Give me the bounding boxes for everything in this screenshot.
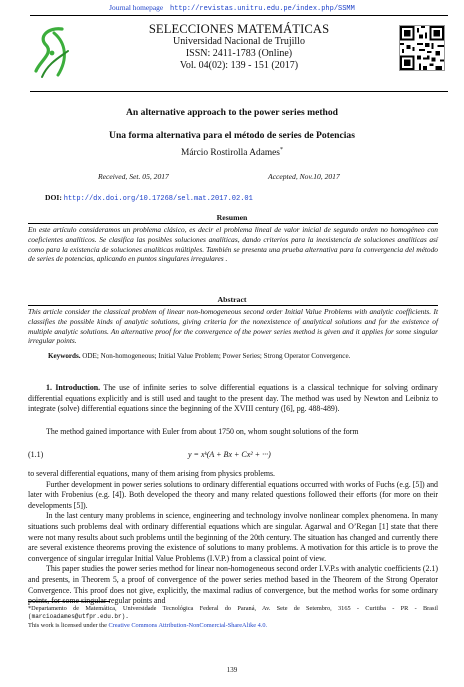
resumen-rule [28,223,438,224]
keywords-line [48,352,438,360]
journal-homepage-label[interactable]: Journal homepage [109,3,164,12]
footnote-affiliation: *Departamento de Matemática, Universidade Tecnológica Federal do Paraná, Av. Sete de Setembro, 3165 - Curitiba - PR - Brasil [28,605,438,612]
article-subtitle: Una forma alternativa para el método de series de Potencias [109,130,355,141]
author-line [0,147,464,158]
intro-p3-text: to several differential equations, many of them arising from physics problems. [28,469,276,478]
keywords-list: ODE; Non-homogeneous; Initial Value Problem; Power Series; Strong Operator Convergence. [82,352,351,360]
section-title-introduction: 1. Introduction. [46,383,101,392]
footnote-email[interactable]: (marcioadames@utfpr.edu.br). [28,613,129,621]
intro-paragraphs-rest [28,469,438,607]
abstract-heading: Abstract [217,295,247,304]
volume-info: Vol. 04(02): 139 - 151 (2017) [179,60,299,71]
author-footnote-mark[interactable]: * [279,147,283,153]
abstract-rule [28,305,438,306]
intro-paragraph-1 [28,383,438,415]
journal-homepage-url[interactable]: http://revistas.unitru.edu.pe/index.php/SSMM [170,5,355,13]
received-date: Received, Set. 05, 2017 [98,172,169,181]
journal-homepage-line [0,3,464,13]
keywords-label: Keywords. [48,352,81,360]
footnote-rule [28,601,110,602]
masthead-text [30,22,448,72]
intro-p5-text: In the last century many problems in science, engineering and technology involve nonlinear complex phenomena. In many situations such problems deal with ordinary differential equations which are singular. Agarwal and O’Regan [1] state that there were not many results about such problems until the beginning of the 20th century. The situation has changed and currently there are several existence theorems proving the existence of solutions to many problems. A motivation for this article is to prove the convergence of singular irregular Initial Value Problems (I.V.P.) from a classical point of view. [28,511,438,563]
page-number: 139 [226,666,238,674]
abstract-text: This article consider the classical problem of linear non-homogeneous second order Initial Value Problems with analytic coefficients. It classifies the possible kinds of analytic solutions, giving criteria for the nonexistence of analytical solutions and for the existence of multiple analytic solutions. An alternative proof for the convergence of the power series method is given and it applies for some singular irregular points. [28,307,438,346]
footnote [28,605,438,630]
author-name: Márcio Rostirolla Adames [181,148,280,159]
issn: ISSN: 2411-1783 (Online) [185,48,293,59]
journal-name: SELECCIONES MATEMÁTICAS [148,22,330,36]
doi-label: DOI: [45,193,62,202]
equation-formula: y = xᵏ(A + Bx + Cx² + ···) [188,450,271,459]
intro-paragraph-2 [28,427,438,438]
intro-p4-text: Further development in power series solutions to ordinary differential equations occurred with works of Fuchs (e.g. [5]) and later with Frobenius (e.g. [4]). Both developed the theory and many related questions followed their efforts (for more on their developments [5]). [28,479,438,510]
doi-link[interactable]: http://dx.doi.org/10.17268/sel.mat.2017.02.01 [63,195,253,203]
doi-line [45,193,253,203]
accepted-date: Accepted, Nov.10, 2017 [268,172,340,181]
intro-p1-text: The use of infinite series to solve differential equations is a classical technique for solving ordinary differential equations explicitly and is still used and taught to the present day. The method was used by Newton and Leibniz to integrate (solve) differential equations since the beginning of the XVIII century ([6], pg. 488-489). [28,383,438,414]
footnote-license-link[interactable]: Creative Commons Attribution-NonComercial-ShareAlike 4.0. [108,621,268,629]
qr-code-icon [399,25,445,71]
intro-p6-text: This paper studies the power series method for linear non-homogeneous second order I.V.P.s with analytic coefficients (2.1) and presents, in Theorem 5, a proof of convergence of the power series method based in the Theorem of the Strong Operator Convergence. This proof does not give, explicitly, the maximal radius of convergence, but the method works for some ordinary points, for some singular regular points and [28,564,438,606]
resumen-heading: Resumen [216,213,248,222]
journal-masthead [30,15,448,92]
article-title: An alternative approach to the power series method [125,107,339,118]
resumen-text: En este artículo consideramos un problema clásico, es decir el problema lineal de valor inicial de segundo orden no homogéneo con coeficientes analíticos. Se clasifica las posibles soluciones analíticas, dando criterios para la inexistencia de soluciones analíticas así como para la existencia de soluciones analíticas múltiples. También se presenta una prueba alternativa para la convergencia del método de series de potencias, aplicando en puntos singulares irregulares . [28,225,438,264]
footnote-license-prefix: This work is licensed under the [28,621,107,629]
university-name: Universidad Nacional de Trujillo [173,36,305,47]
equation-number: (1.1) [28,450,44,459]
intro-p2-text: The method gained importance with Euler from about 1750 on, whom sought solutions of the form [46,427,359,436]
